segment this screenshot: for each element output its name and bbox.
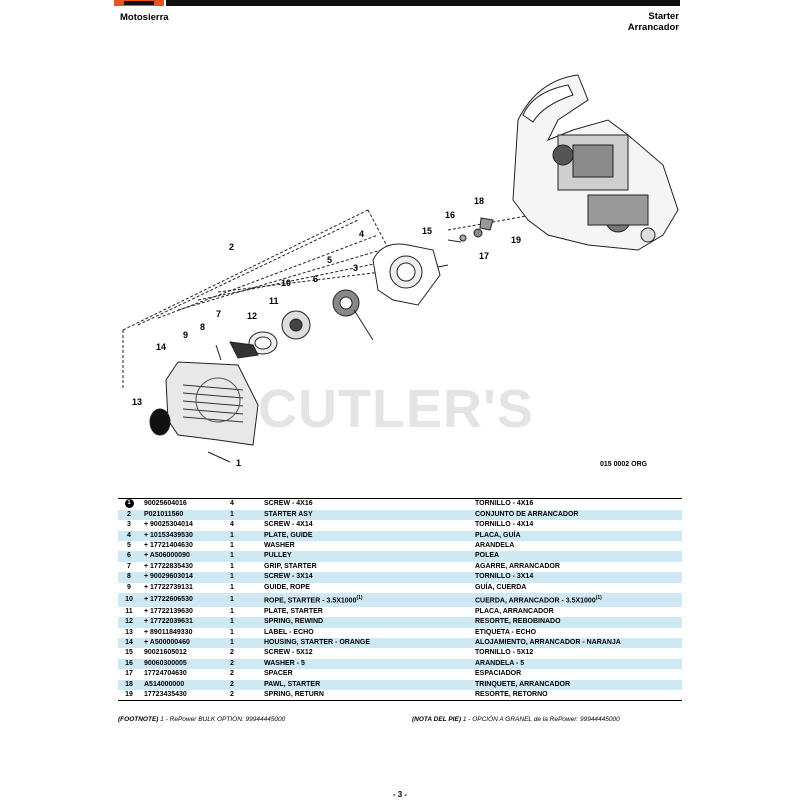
part-desc-es-text: TORNILLO - 5X12 (475, 649, 534, 657)
part-ref-text: 11 (125, 607, 133, 615)
part-number-text: + 10153439530 (144, 531, 193, 539)
callout-6: 6 (313, 274, 319, 284)
part-ref-text: 17 (125, 670, 133, 678)
echo-logo-icon (112, 0, 166, 8)
part-number (140, 680, 230, 690)
part-desc-en (264, 617, 475, 627)
part-desc-en (264, 510, 475, 520)
part-desc-es (475, 607, 682, 617)
part-desc-en-text: SPACER (264, 670, 293, 678)
part-desc-es-text: AGARRE, ARRANCADOR (475, 562, 560, 570)
part-desc-en (264, 562, 475, 572)
part-ref-text: 13 (125, 628, 133, 636)
footnote-en (118, 716, 285, 723)
exploded-parts-diagram (118, 60, 683, 480)
part-desc-en (264, 520, 475, 530)
part-ref-text: 2 (127, 510, 131, 518)
part-qty (230, 607, 264, 617)
part-number (140, 628, 230, 638)
part-desc-en (264, 541, 475, 551)
part-desc-es-text: GUÍA, CUERDA (475, 583, 527, 591)
part-number (140, 562, 230, 572)
part-qty (230, 638, 264, 648)
part-ref (118, 572, 140, 582)
callout-15: 15 (422, 226, 433, 236)
part-desc-en (264, 680, 475, 690)
section-title-es: Arrancador (627, 22, 679, 33)
callout-7: 7 (216, 309, 222, 319)
part-qty-text: 2 (230, 680, 234, 688)
footnote-es (412, 716, 620, 723)
part-qty (230, 690, 264, 701)
part-desc-es (475, 593, 682, 607)
part-desc-es-text: RESORTE, REBOBINADO (475, 618, 561, 626)
part-ref (118, 583, 140, 593)
part-number-text: + 90025304014 (144, 521, 193, 529)
part-ref (118, 638, 140, 648)
part-desc-es (475, 628, 682, 638)
part-number-text: A514000000 (144, 680, 185, 688)
part-qty-text: 2 (230, 690, 234, 698)
section-title-en: Starter (648, 11, 679, 22)
part-desc-en-text: LABEL - ECHO (264, 628, 314, 636)
part-ref-text: 14 (125, 638, 133, 646)
callout-3: 3 (353, 263, 359, 273)
part-desc-es-text: TORNILLO - 4X14 (475, 521, 534, 529)
table-row (118, 628, 682, 638)
part-number (140, 669, 230, 679)
header-bar (118, 0, 680, 6)
callout-13: 13 (132, 397, 143, 407)
part-qty-text: 1 (230, 583, 234, 591)
part-qty-text: 1 (230, 595, 234, 603)
part-desc-es (475, 572, 682, 582)
footnote-en-text: 1 - RePower BULK OPTION: 99944445000 (160, 716, 286, 723)
part-desc-en-text: PLATE, STARTER (264, 607, 323, 615)
part-desc-en (264, 531, 475, 541)
callout-8: 8 (200, 322, 206, 332)
part-qty (230, 520, 264, 530)
table-row (118, 680, 682, 690)
part-qty (230, 593, 264, 607)
part-desc-es-text: ETIQUETA - ECHO (475, 628, 537, 636)
part-qty-text: 4 (230, 500, 234, 508)
part-ref (118, 510, 140, 520)
part-number (140, 638, 230, 648)
part-desc-en (264, 499, 475, 510)
part-qty (230, 628, 264, 638)
part-number-text: 17724704630 (144, 670, 187, 678)
part-ref (118, 680, 140, 690)
table-row (118, 531, 682, 541)
part-desc-es (475, 690, 682, 701)
part-desc-en (264, 659, 475, 669)
part-number-text: + 89011849330 (144, 628, 193, 636)
part-ref (118, 593, 140, 607)
part-number (140, 593, 230, 607)
callout-12: 12 (247, 311, 258, 321)
part-qty-text: 2 (230, 649, 234, 657)
part-qty (230, 499, 264, 510)
table-row (118, 541, 682, 551)
part-ref-text: 18 (125, 680, 133, 688)
part-ref (118, 531, 140, 541)
part-ref-text: 4 (127, 531, 131, 539)
part-ref-text: 7 (127, 562, 131, 570)
part-qty (230, 510, 264, 520)
part-ref-text: 16 (125, 659, 133, 667)
table-row (118, 583, 682, 593)
callout-5: 5 (327, 255, 333, 265)
part-number (140, 531, 230, 541)
part-ref (118, 659, 140, 669)
part-desc-en (264, 648, 475, 658)
part-number-text: + 90029603014 (144, 573, 193, 581)
part-ref (118, 648, 140, 658)
part-ref (118, 617, 140, 627)
part-ref (118, 628, 140, 638)
part-number (140, 659, 230, 669)
part-qty (230, 551, 264, 561)
part-qty-text: 1 (230, 628, 234, 636)
part-qty-text: 1 (230, 562, 234, 570)
part-desc-en-text: PAWL, STARTER (264, 680, 321, 688)
part-ref (118, 690, 140, 701)
part-ref (118, 551, 140, 561)
table-row (118, 607, 682, 617)
part-desc-es-text: TRINQUETE, ARRANCADOR (475, 680, 571, 688)
table-row (118, 562, 682, 572)
part-ref-text: 10 (125, 595, 133, 603)
part-qty (230, 572, 264, 582)
part-number (140, 499, 230, 510)
part-desc-en-text: SCREW - 5X12 (264, 649, 313, 657)
part-qty-text: 1 (230, 541, 234, 549)
footnote-en-label: (FOOTNOTE) (118, 716, 159, 723)
table-row (118, 499, 682, 510)
part-desc-es (475, 659, 682, 669)
table-row (118, 669, 682, 679)
part-desc-es-text: ARANDELA - 5 (475, 659, 525, 667)
part-desc-en-text: HOUSING, STARTER - ORANGE (264, 638, 371, 646)
part-ref-text: 1 (125, 499, 134, 508)
footnote-es-label: (NOTA DEL PIE) (412, 716, 461, 723)
part-desc-en (264, 690, 475, 701)
part-ref (118, 499, 140, 510)
table-row (118, 510, 682, 520)
footnote-es-text: 1 - OPCIÓN A GRANEL de la RePower: 99944445000 (462, 716, 620, 723)
footnote-marker: (1) (595, 595, 602, 601)
part-number (140, 551, 230, 561)
part-desc-es-text: TORNILLO - 3X14 (475, 573, 534, 581)
part-number-text: 90025604016 (144, 500, 187, 508)
part-number (140, 572, 230, 582)
table-row (118, 659, 682, 669)
table-row (118, 520, 682, 530)
part-desc-en-text: PULLEY (264, 552, 292, 560)
part-ref (118, 520, 140, 530)
part-desc-es (475, 499, 682, 510)
part-desc-es-text: CUERDA, ARRANCADOR - 3.5X1000 (475, 597, 596, 605)
part-ref-text: 9 (127, 583, 131, 591)
part-desc-es (475, 617, 682, 627)
part-desc-es-text: PLACA, GUÍA (475, 531, 521, 539)
part-desc-en (264, 669, 475, 679)
part-desc-en-text: GUIDE, ROPE (264, 583, 310, 591)
diagram-code: 015 0002 ORG (600, 461, 648, 468)
part-desc-es-text: POLEA (475, 552, 500, 560)
part-desc-en (264, 638, 475, 648)
table-row (118, 690, 682, 701)
part-qty-text: 2 (230, 659, 234, 667)
part-ref (118, 562, 140, 572)
part-ref-text: 3 (127, 521, 131, 529)
callout-10: 10 (281, 278, 292, 288)
part-desc-en-text: ROPE, STARTER - 3.5X1000 (264, 597, 357, 605)
part-desc-es (475, 510, 682, 520)
part-ref-text: 6 (127, 552, 131, 560)
part-ref-text: 19 (125, 690, 133, 698)
part-qty (230, 648, 264, 658)
part-desc-es (475, 669, 682, 679)
part-qty (230, 541, 264, 551)
part-qty-text: 2 (230, 670, 234, 678)
part-desc-en-text: WASHER (264, 541, 295, 549)
callout-19: 19 (511, 235, 522, 245)
table-row (118, 572, 682, 582)
callout-9: 9 (183, 330, 189, 340)
part-number (140, 583, 230, 593)
part-number-text: + 17722835430 (144, 562, 193, 570)
part-qty-text: 1 (230, 638, 234, 646)
part-ref-text: 5 (127, 541, 131, 549)
part-desc-en-text: SCREW - 4X16 (264, 500, 313, 508)
part-number (140, 690, 230, 701)
part-desc-es (475, 531, 682, 541)
table-row (118, 648, 682, 658)
part-qty-text: 1 (230, 607, 234, 615)
part-ref (118, 669, 140, 679)
part-ref-text: 8 (127, 573, 131, 581)
part-qty (230, 680, 264, 690)
table-row (118, 638, 682, 648)
part-desc-en (264, 593, 475, 607)
part-desc-en (264, 628, 475, 638)
part-number-text: + 17722606530 (144, 595, 193, 603)
page-title: Motosierra (120, 12, 169, 23)
part-number-text: + 17722039631 (144, 618, 193, 626)
part-ref-text: 15 (125, 649, 133, 657)
part-qty (230, 562, 264, 572)
part-desc-es-text: CONJUNTO DE ARRANCADOR (475, 510, 579, 518)
part-qty-text: 1 (230, 573, 234, 581)
table-row (118, 593, 682, 607)
part-desc-en (264, 607, 475, 617)
part-qty-text: 4 (230, 521, 234, 529)
part-number-text: + A500000460 (144, 638, 190, 646)
part-desc-es (475, 551, 682, 561)
part-number (140, 510, 230, 520)
part-desc-en (264, 551, 475, 561)
section-title (628, 11, 679, 33)
part-number-text: + 17722139630 (144, 607, 193, 615)
part-desc-es (475, 583, 682, 593)
part-desc-en-text: SPRING, RETURN (264, 690, 324, 698)
page-number: - 3 - (392, 790, 408, 799)
part-qty (230, 659, 264, 669)
part-number-text: 90060300005 (144, 659, 187, 667)
part-qty-text: 1 (230, 531, 234, 539)
part-number (140, 520, 230, 530)
part-ref (118, 541, 140, 551)
part-desc-es (475, 541, 682, 551)
part-desc-en (264, 583, 475, 593)
callout-11: 11 (269, 296, 279, 306)
watermark: CUTLER'S (258, 379, 534, 439)
part-qty (230, 669, 264, 679)
part-desc-en-text: PLATE, GUIDE (264, 531, 313, 539)
part-desc-en-text: SCREW - 4X14 (264, 521, 313, 529)
callout-16: 16 (445, 210, 456, 220)
part-number-text: 90021605012 (144, 649, 187, 657)
part-desc-es (475, 648, 682, 658)
callout-1: 1 (236, 458, 242, 468)
part-number-text: + A506000090 (144, 552, 190, 560)
part-number (140, 607, 230, 617)
part-desc-es (475, 562, 682, 572)
part-desc-es-text: ESPACIADOR (475, 670, 522, 678)
part-desc-es-text: PLACA, ARRANCADOR (475, 607, 554, 615)
part-desc-en-text: SCREW - 3X14 (264, 573, 313, 581)
part-number-text: + 17722739131 (144, 583, 193, 591)
footnote-marker: (1) (356, 595, 363, 601)
part-desc-en-text: WASHER - 5 (264, 659, 305, 667)
part-qty (230, 583, 264, 593)
table-row (118, 551, 682, 561)
part-number (140, 541, 230, 551)
part-ref-text: 12 (125, 618, 133, 626)
part-desc-en (264, 572, 475, 582)
parts-table (118, 498, 682, 701)
part-ref (118, 607, 140, 617)
callout-4: 4 (359, 229, 365, 239)
part-desc-en-text: SPRING, REWIND (264, 618, 324, 626)
part-number (140, 648, 230, 658)
part-number-text: P021011560 (144, 510, 184, 518)
part-desc-es (475, 680, 682, 690)
part-desc-es-text: ARANDELA (475, 541, 515, 549)
part-desc-es-text: RESORTE, RETORNO (475, 690, 548, 698)
table-row (118, 617, 682, 627)
part-desc-en-text: STARTER ASY (264, 510, 313, 518)
part-desc-es (475, 520, 682, 530)
callout-18: 18 (474, 196, 485, 206)
part-desc-en-text: GRIP, STARTER (264, 562, 317, 570)
part-qty-text: 1 (230, 618, 234, 626)
part-qty (230, 531, 264, 541)
callout-2: 2 (229, 242, 235, 252)
part-number-text: + 17721404630 (144, 541, 193, 549)
part-number-text: 17723435430 (144, 690, 187, 698)
part-qty-text: 1 (230, 510, 234, 518)
part-number (140, 617, 230, 627)
callout-17: 17 (479, 251, 490, 261)
part-desc-es-text: ALOJAMIENTO, ARRANCADOR - NARANJA (475, 638, 621, 646)
part-qty-text: 1 (230, 552, 234, 560)
part-desc-es (475, 638, 682, 648)
part-desc-es-text: TORNILLO - 4X16 (475, 500, 534, 508)
callout-14: 14 (156, 342, 167, 352)
part-qty (230, 617, 264, 627)
